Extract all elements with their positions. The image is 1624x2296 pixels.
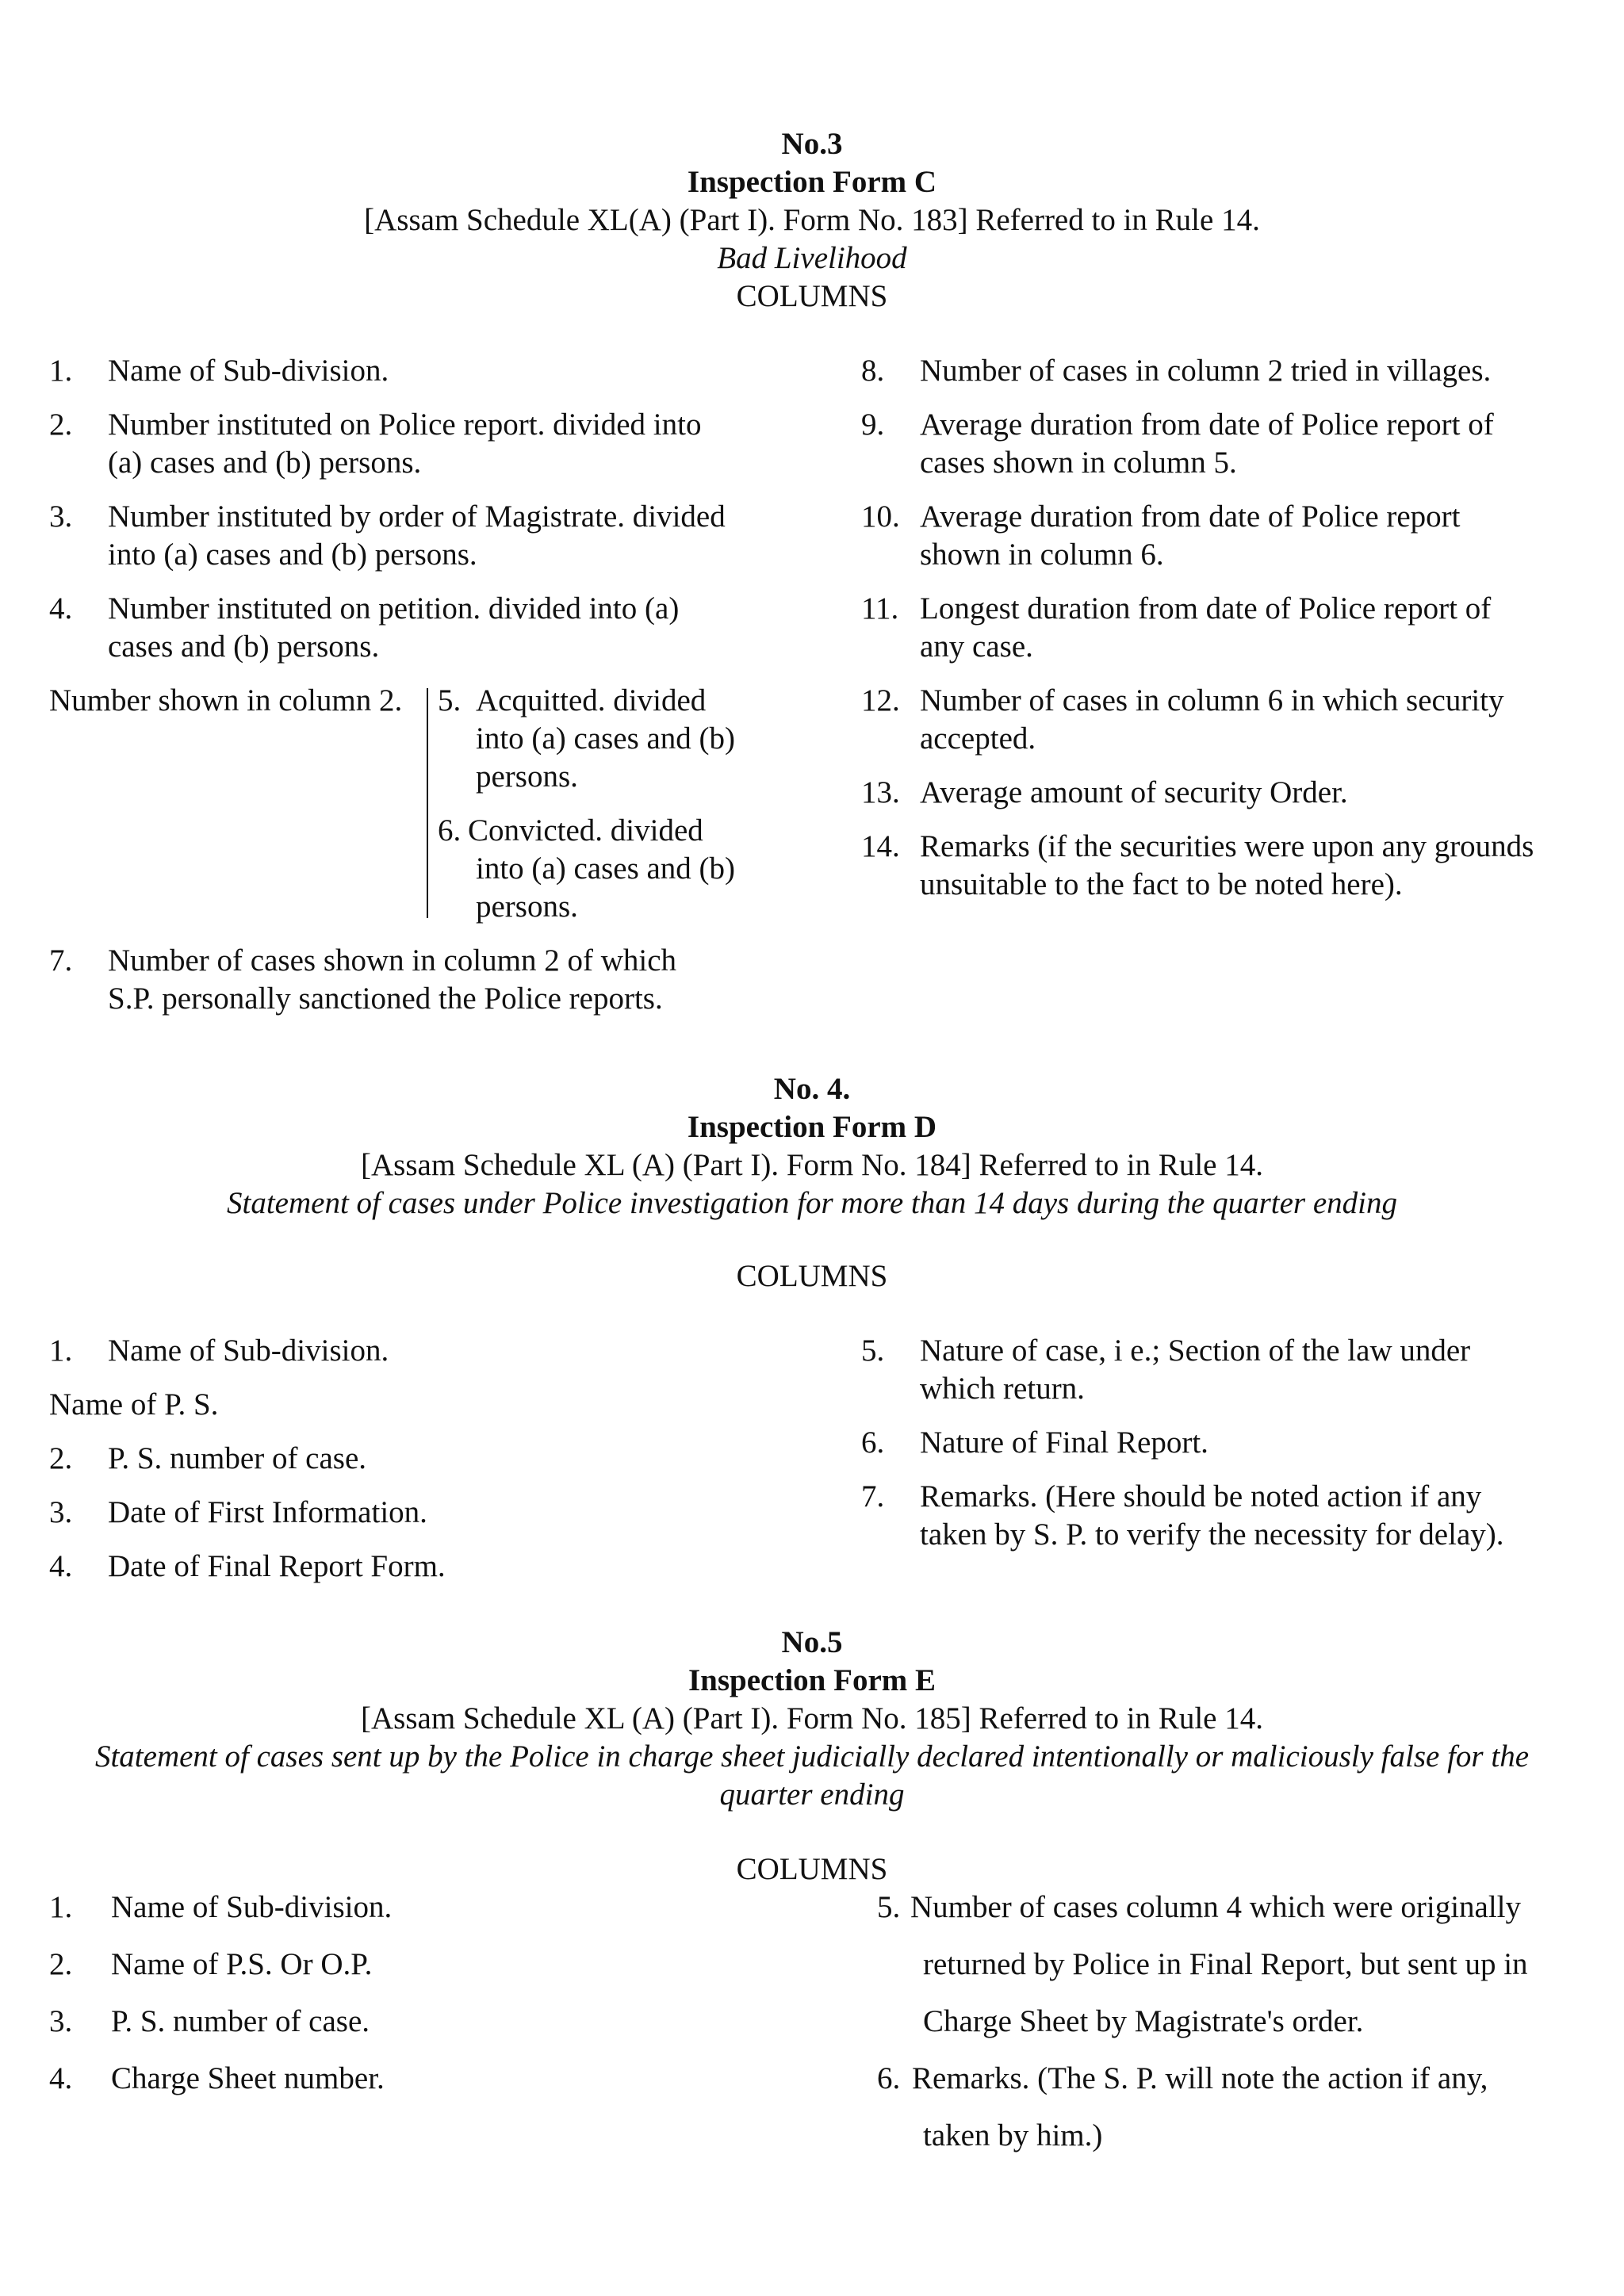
form-c-item-5-line-1: Acquitted. divided — [476, 683, 707, 718]
form-c-item-3-number: 3. — [49, 499, 73, 534]
form-c-item-14-number: 14. — [861, 829, 900, 863]
form-c-item-4-line-1: Number instituted on petition. divided into (a) — [108, 591, 680, 626]
form-c-item-7-number: 7. — [49, 943, 73, 978]
form-c-item-1-number: 1. — [49, 354, 73, 388]
form-c-item-12-line-1: Number of cases in column 6 in which security — [920, 683, 1504, 718]
form-e-title: Inspection Form E — [688, 1663, 936, 1697]
form-c-item-13-text: Average amount of security Order. — [920, 775, 1348, 809]
form-d-reference: [Assam Schedule XL (A) (Part I). Form No. 184] Referred to in Rule 14. — [361, 1148, 1263, 1182]
form-d-item-2-text: P. S. number of case. — [108, 1441, 367, 1475]
form-d-item-7-line-2: taken by S. P. to verify the necessity for delay). — [920, 1517, 1504, 1552]
form-e-subtitle-line-1: Statement of cases sent up by the Police in charge sheet judicially declared intentionally or maliciously false for the — [94, 1739, 1530, 1774]
form-d-item-1-text: Name of Sub-division. — [108, 1334, 389, 1368]
form-c-item-13-number: 13. — [861, 775, 900, 809]
form-d-item-6-number: 6. — [861, 1425, 885, 1460]
form-d-item-2-number: 2. — [49, 1441, 73, 1475]
form-e-number: No.5 — [781, 1625, 843, 1659]
form-c-subtitle: Bad Livelihood — [717, 241, 907, 275]
form-c-item-2-line-1: Number instituted on Police report. divided into — [108, 408, 702, 442]
form-e-item-3-text: P. S. number of case. — [111, 2004, 370, 2038]
form-c-item-10-line-1: Average duration from date of Police report — [920, 499, 1461, 534]
form-c-item-2-number: 2. — [49, 408, 73, 442]
form-d-item-4-text: Date of Final Report Form. — [108, 1549, 446, 1583]
form-c-item-6-line-3: persons. — [476, 890, 578, 924]
form-d-item-3-number: 3. — [49, 1495, 73, 1529]
form-c-item-12-number: 12. — [861, 683, 900, 718]
form-e-item-6-line-2: taken by him.) — [923, 2118, 1103, 2152]
form-c-item-8-text: Number of cases in column 2 tried in villages. — [920, 354, 1492, 388]
form-c-item-10-number: 10. — [861, 499, 900, 534]
form-e-item-2-number: 2. — [49, 1947, 73, 1981]
form-d-number: No. 4. — [773, 1072, 851, 1106]
form-e-item-1-number: 1. — [49, 1890, 73, 1924]
form-e-item-6-line-1: Remarks. (The S. P. will note the action if any, — [912, 2061, 1488, 2095]
form-c-item-5-line-2: into (a) cases and (b) — [476, 721, 736, 756]
form-e-subtitle-line-2: quarter ending — [719, 1777, 905, 1812]
form-d-item-6-text: Nature of Final Report. — [920, 1425, 1208, 1460]
form-d-item-7-line-1: Remarks. (Here should be noted action if any — [920, 1479, 1482, 1513]
form-c-number: No.3 — [781, 127, 843, 161]
form-c-item-6-number: 6. — [438, 813, 462, 848]
form-c-item-11-number: 11. — [861, 591, 899, 626]
form-e-columns-heading: COLUMNS — [736, 1852, 888, 1886]
form-c-item-3-line-2: into (a) cases and (b) persons. — [108, 538, 477, 572]
form-e-item-4-number: 4. — [49, 2061, 73, 2095]
form-e-item-5-line-2: returned by Police in Final Report, but sent up in — [923, 1947, 1528, 1981]
form-c-item-2-line-2: (a) cases and (b) persons. — [108, 446, 422, 480]
form-e-item-3-number: 3. — [49, 2004, 73, 2038]
form-c-item-11-line-1: Longest duration from date of Police report of — [920, 591, 1492, 626]
form-c-item-5-number: 5. — [438, 683, 462, 718]
form-e-item-4-text: Charge Sheet number. — [111, 2061, 385, 2095]
form-c-item-8-number: 8. — [861, 354, 885, 388]
form-c-item-1-text: Name of Sub-division. — [108, 354, 389, 388]
form-d-item-3-text: Date of First Information. — [108, 1495, 427, 1529]
form-e-reference: [Assam Schedule XL (A) (Part I). Form No. 185] Referred to in Rule 14. — [361, 1701, 1263, 1735]
form-c-reference: [Assam Schedule XL(A) (Part I). Form No. 183] Referred to in Rule 14. — [364, 203, 1260, 237]
form-c-group-label: Number shown in column 2. — [49, 683, 403, 718]
form-c-item-12-line-2: accepted. — [920, 721, 1036, 756]
form-c-item-4-number: 4. — [49, 591, 73, 626]
form-c-item-5-line-3: persons. — [476, 760, 578, 794]
form-d-columns-heading: COLUMNS — [736, 1259, 888, 1293]
form-e-item-1-text: Name of Sub-division. — [111, 1890, 393, 1924]
form-e-item-5-line-1: Number of cases column 4 which were originally — [910, 1890, 1522, 1924]
form-c-item-11-line-2: any case. — [920, 629, 1033, 664]
form-c-item-6-line-2: into (a) cases and (b) — [476, 851, 736, 886]
form-c-item-9-number: 9. — [861, 408, 885, 442]
form-e-item-5-line-3: Charge Sheet by Magistrate's order. — [923, 2004, 1364, 2038]
form-c-group-bracket — [427, 688, 428, 918]
form-c-item-10-line-2: shown in column 6. — [920, 538, 1164, 572]
form-c-item-14-line-1: Remarks (if the securities were upon any grounds — [920, 829, 1534, 863]
form-d-item-1-number: 1. — [49, 1334, 73, 1368]
form-c-title: Inspection Form C — [687, 165, 937, 199]
form-d-item-5-line-2: which return. — [920, 1372, 1085, 1406]
form-d-item-7-number: 7. — [861, 1479, 885, 1513]
form-c-item-3-line-1: Number instituted by order of Magistrate. divided — [108, 499, 726, 534]
form-d-item-5-line-1: Nature of case, i e.; Section of the law under — [920, 1334, 1471, 1368]
form-c-item-9-line-2: cases shown in column 5. — [920, 446, 1237, 480]
form-d-ps-name: Name of P. S. — [49, 1387, 219, 1422]
form-e-item-6-number: 6. — [877, 2061, 901, 2095]
form-c-item-7-line-2: S.P. personally sanctioned the Police reports. — [108, 982, 663, 1016]
form-d-title: Inspection Form D — [687, 1110, 937, 1144]
form-c-item-6-line-1: Convicted. divided — [468, 813, 703, 848]
form-e-item-2-text: Name of P.S. Or O.P. — [111, 1947, 373, 1981]
form-c-item-7-line-1: Number of cases shown in column 2 of which — [108, 943, 677, 978]
form-d-item-4-number: 4. — [49, 1549, 73, 1583]
form-c-item-9-line-1: Average duration from date of Police report of — [920, 408, 1494, 442]
form-c-item-14-line-2: unsuitable to the fact to be noted here). — [920, 867, 1403, 901]
form-c-item-4-line-2: cases and (b) persons. — [108, 629, 380, 664]
form-e-item-5-number: 5. — [877, 1890, 901, 1924]
form-d-subtitle: Statement of cases under Police investigation for more than 14 days during the quarter ending — [226, 1186, 1398, 1220]
form-c-columns-heading: COLUMNS — [736, 279, 888, 313]
form-d-item-5-number: 5. — [861, 1334, 885, 1368]
